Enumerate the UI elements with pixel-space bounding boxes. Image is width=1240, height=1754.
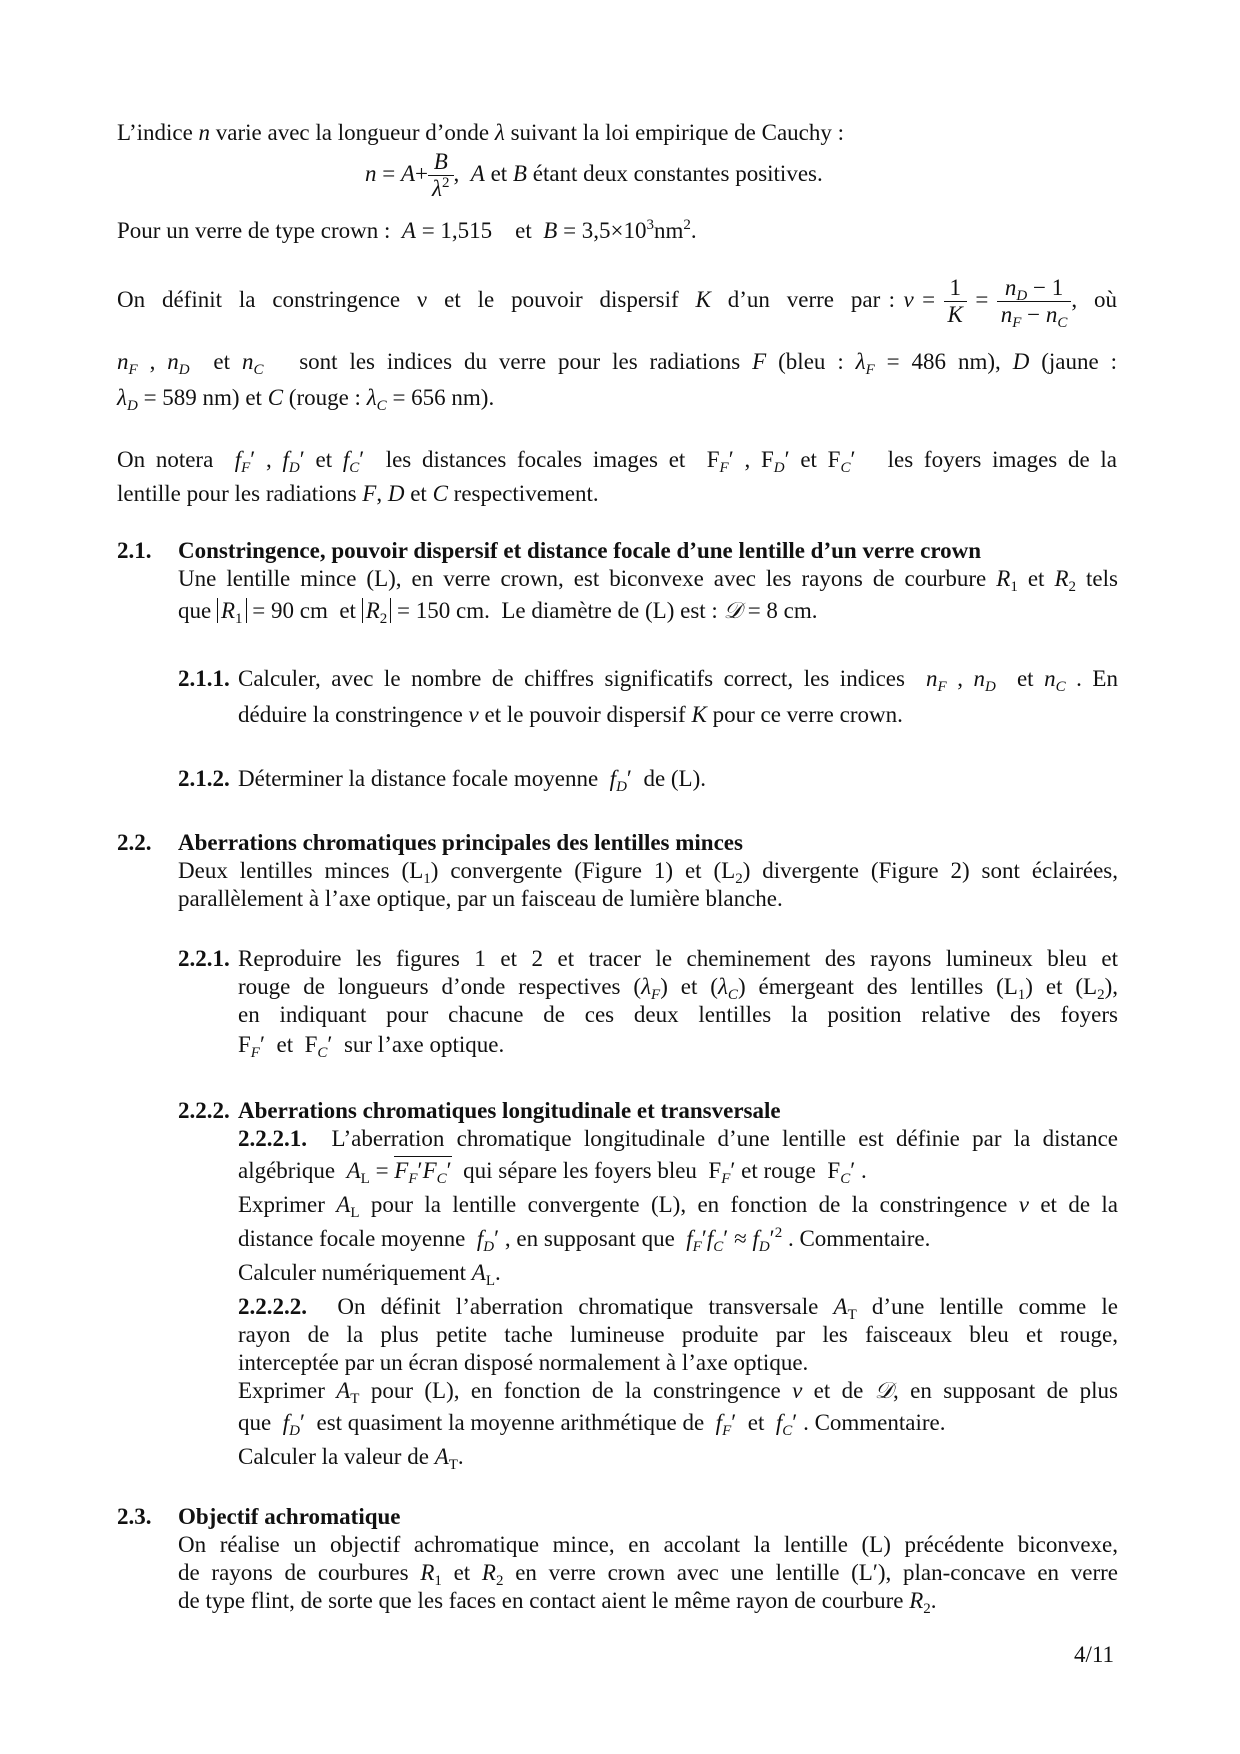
question-2-2-1-line-3: en indiquant pour chacune de ces deux lentilles la position relative des foyers <box>238 1002 1118 1027</box>
question-2-1-1-number: 2.1.1. <box>178 666 230 691</box>
question-2-2-2-number: 2.2.2. <box>178 1098 230 1123</box>
section-2-2-text-2: parallèlement à l’axe optique, par un faisceau de lumière blanche. <box>178 886 783 911</box>
intro-line-1: L’indice n varie avec la longueur d’onde λ suivant la loi empirique de Cauchy : <box>117 120 845 145</box>
question-2-2-1-number: 2.2.1. <box>178 946 230 971</box>
question-2-1-2: Déterminer la distance focale moyenne $f_D'$ de (L). <box>238 766 707 795</box>
question-2-2-2-2-line-5: que $f_D'$ est quasiment la moyenne arithmétique de $f_F'$ et $f_C'$ . Commentaire. <box>238 1410 946 1439</box>
question-2-2-2-1-line-1: 2.2.2.1. L’aberration chromatique longitudinale d’une lentille est définie par la distance <box>238 1126 1118 1151</box>
section-2-3-number: 2.3. <box>117 1504 152 1529</box>
section-2-3-text-line-1: On réalise un objectif achromatique mince, en accolant la lentille (L) précédente biconvexe, <box>178 1532 1118 1557</box>
section-2-2-title: Aberrations chromatiques principales des lentilles minces <box>178 830 743 855</box>
question-2-2-2-1-line-5: Calculer numériquement $A_L$. <box>238 1260 501 1289</box>
question-2-2-1-line-1: Reproduire les figures 1 et 2 et tracer le cheminement des rayons lumineux bleu et <box>238 946 1118 971</box>
question-2-2-2-2-line-1: 2.2.2.2. On définit l’aberration chromatique transversale $A_T$ d’une lentille comme le <box>238 1294 1118 1323</box>
section-2-1-number: 2.1. <box>117 538 152 563</box>
notation-paragraph: On notera $f_F'$ , $f_D'$ et $f_C'$ les distances focales images et $F_F'$ , $F_D'$ et $F_C'$ les foyers images de la <box>117 447 1117 476</box>
crown-values: Pour un verre de type crown : A = 1,515 et $B = 3,5\times 10^3nm^2$. <box>117 217 697 243</box>
question-2-2-2-2-line-4: Exprimer $A_T$ pour (L), en fonction de la constringence ν et de 𝒟, en supposant de plus <box>238 1378 1119 1407</box>
section-2-2-text: Deux lentilles minces $(L_1)$ convergente (Figure 1) et $(L_2)$ divergente (Figure 2) sont éclairées, <box>178 858 1118 887</box>
section-2-1-text: Une lentille mince (L), en verre crown, est biconvexe avec les rayons de courbure $R_1$ et $R_2$ tels <box>178 566 1118 595</box>
indices-definition: $n_F$ , $n_D$ et $n_C$ sont les indices du verre pour les radiations F (bleu : $\lambda_F = 486$ nm), D (jaune : <box>117 349 1117 378</box>
question-2-2-2-2-line-2: rayon de la plus petite tache lumineuse produite par les faisceaux bleu et rouge, <box>238 1322 1118 1347</box>
section-2-1-title: Constringence, pouvoir dispersif et distance focale d’une lentille d’un verre crown <box>178 538 982 563</box>
question-2-2-2-1-line-3: Exprimer $A_L$ pour la lentille convergente (L), en fonction de la constringence ν et de la <box>238 1192 1119 1221</box>
question-2-2-1-line-4: $F_F'$ et $F_C'$ sur l’axe optique. <box>238 1032 505 1061</box>
question-2-1-1-2: déduire la constringence ν et le pouvoir dispersif K pour ce verre crown. <box>238 702 903 727</box>
question-2-2-2-1-line-2: algébrique $A_L = F_F'F_C'$ qui sépare les foyers bleu $F_F'$ et rouge $F_C'$ . <box>238 1158 867 1187</box>
section-2-3-text-line-2: de rayons de courbures $R_1$ et $R_2$ en verre crown avec une lentille (L′), plan-concave en verre <box>178 1560 1118 1589</box>
indices-definition-2: $\lambda_D = 589$ nm) et C (rouge : $\lambda_C = 656$ nm). <box>117 385 495 414</box>
section-2-3-title: Objectif achromatique <box>178 1504 401 1529</box>
question-2-2-2-2-line-3: interceptée par un écran disposé normalement à l’axe optique. <box>238 1350 809 1375</box>
section-2-1-text-2: que $R_1 = 90$ cm et $R_2 = 150$ cm. Le diamètre de (L) est : 𝒟 = 8 cm. <box>178 598 818 627</box>
question-2-1-1: Calculer, avec le nombre de chiffres significatifs correct, les indices $n_F$ , $n_D$ et $n_C$ . En <box>238 666 1118 695</box>
question-2-2-2-1-line-4: distance focale moyenne $f_D'$ , en supposant que $f_F'f_C' \approx f_D'^2$ . Commentaire. <box>238 1225 931 1255</box>
section-2-2-number: 2.2. <box>117 830 152 855</box>
question-2-1-2-number: 2.1.2. <box>178 766 230 791</box>
cauchy-formula: n = A+ $\frac{B}{\lambda^2}$ , A et B étant deux constantes positives. <box>365 149 823 202</box>
question-2-2-1-line-2: rouge de longueurs d’onde respectives $(\lambda_F)$ et $(\lambda_C)$ émergeant des lentilles $(L_1)$ et $(L_2)$, <box>238 974 1119 1003</box>
question-2-2-2-title: Aberrations chromatiques longitudinale et transversale <box>238 1098 781 1123</box>
notation-paragraph-2: lentille pour les radiations F, D et C respectivement. <box>117 481 599 506</box>
page-number: 4/11 <box>1074 1642 1115 1667</box>
section-2-3-text-line-3: de type flint, de sorte que les faces en contact aient le même rayon de courbure $R_2$. <box>178 1588 937 1617</box>
question-2-2-2-2-line-6: Calculer la valeur de $A_T$. <box>238 1444 464 1473</box>
constringence-definition: On définit la constringence ν et le pouvoir dispersif K d’un verre par : ν = $\frac{1}{K}$ = $\frac{n_D - 1}{n_F - n_C}$ , où <box>117 275 1118 332</box>
